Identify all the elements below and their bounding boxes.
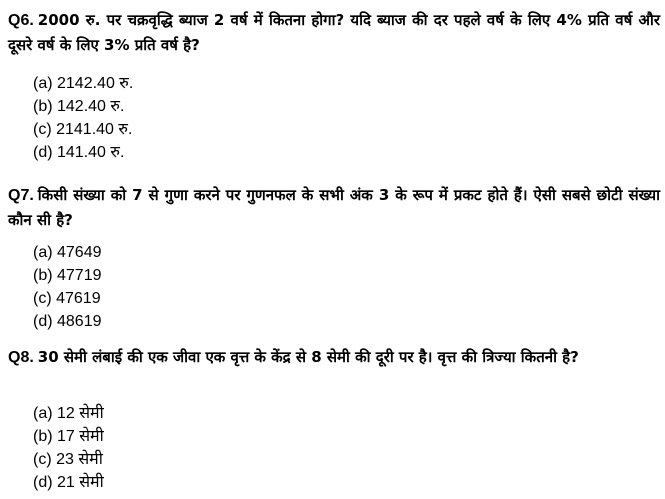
question-8-options	[33, 402, 104, 494]
question-8	[8, 345, 660, 370]
question-7-number: Q7.	[8, 187, 34, 204]
question-6-text: 2000 रु. पर चक्रवृद्धि ब्याज 2 वर्ष में कितना होगा? यदि ब्याज की दर पहले वर्ष के लिए 4% प्रति वर्ष और दूसरे वर्ष के लिए 3% प्रति वर्ष है?	[8, 11, 660, 54]
question-8-option-c[interactable]: (c) 23 सेमी	[33, 451, 103, 468]
question-6-number: Q6.	[8, 12, 34, 29]
question-8-option-a[interactable]: (a) 12 सेमी	[33, 405, 104, 422]
question-6-option-a[interactable]: (a) 2142.40 रु.	[33, 75, 134, 92]
question-7-option-b[interactable]: (b) 47719	[33, 267, 102, 284]
question-7-option-c[interactable]: (c) 47619	[33, 290, 101, 307]
question-7	[8, 183, 660, 232]
question-8-option-b[interactable]: (b) 17 सेमी	[33, 428, 104, 445]
question-7-option-d[interactable]: (d) 48619	[33, 313, 102, 330]
question-6-option-c[interactable]: (c) 2141.40 रु.	[33, 121, 133, 138]
question-8-number: Q8.	[8, 349, 34, 366]
question-7-option-a[interactable]: (a) 47649	[33, 244, 102, 261]
question-6	[8, 8, 660, 57]
question-7-text: किसी संख्या को 7 से गुणा करने पर गुणनफल के सभी अंक 3 के रूप में प्रकट होते हैं। ऐसी सबसे छोटी संख्या कौन सी है?	[8, 186, 660, 229]
question-8-option-d[interactable]: (d) 21 सेमी	[33, 474, 104, 491]
question-6-options	[33, 72, 133, 164]
question-8-text: 30 सेमी लंबाई की एक जीवा एक वृत्त के केंद्र से 8 सेमी की दूरी पर है। वृत्त की त्रिज्या कितनी है?	[37, 348, 579, 366]
question-6-option-d[interactable]: (d) 141.40 रु.	[33, 144, 125, 161]
question-6-option-b[interactable]: (b) 142.40 रु.	[33, 98, 125, 115]
question-7-options	[33, 241, 102, 333]
